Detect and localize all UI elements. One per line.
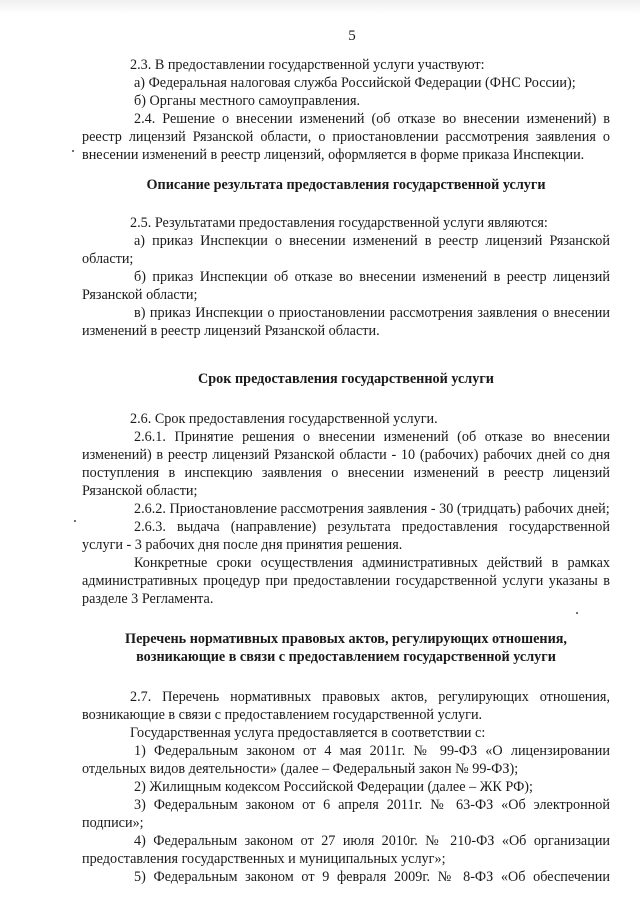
page-number: 5 xyxy=(348,28,356,44)
paragraph-2-5-c: в) приказ Инспекции о приостановлении рассмотрения заявления о внесении изменений в реестр лицензий Рязанской области. xyxy=(82,305,610,339)
section-2-3-2-4 xyxy=(82,56,610,164)
paragraph-2-6-3: 2.6.3. выдача (направление) результата предоставления государственной услуги - 3 рабочих дня после дня принятия решения. xyxy=(82,519,610,553)
paragraph-2-6: 2.6. Срок предоставления государственной услуги. xyxy=(130,411,438,427)
section-2-5 xyxy=(82,214,610,340)
list-item-law-210: 4) Федеральным законом от 27 июля 2010г. № 210-ФЗ «Об организации предоставления государственных и муниципальных услуг»; xyxy=(82,833,610,867)
scan-speck xyxy=(576,612,578,614)
paragraph-2-5-b: б) приказ Инспекции об отказе во внесении изменений в реестр лицензий Рязанской области; xyxy=(82,269,610,303)
heading-service-term: Срок предоставления государственной услуги xyxy=(198,371,494,387)
list-item-law-63: 3) Федеральным законом от 6 апреля 2011г. № 63-ФЗ «Об электронной подписи»; xyxy=(82,797,610,831)
paragraph-2-6-2: 2.6.2. Приостановление рассмотрения заявления - 30 (тридцать) рабочих дней; xyxy=(134,501,610,517)
heading-normative-acts-line2: возникающие в связи с предоставлением государственной услуги xyxy=(136,649,556,665)
heading-normative-acts-line1: Перечень нормативных правовых актов, регулирующих отношения, xyxy=(125,631,567,647)
list-item-law-8: 5) Федеральным законом от 9 февраля 2009г. № 8-ФЗ «Об обеспечении xyxy=(134,869,610,885)
heading-result-description: Описание результата предоставления государственной услуги xyxy=(146,177,546,193)
paragraph-service-basis: Государственная услуга предоставляется в соответствии с: xyxy=(130,725,486,741)
list-item-law-99: 1) Федеральным законом от 4 мая 2011г. № 99-ФЗ «О лицензировании отдельных видов деятельности» (далее – Федеральный закон № 99-ФЗ); xyxy=(82,743,610,777)
paragraph-2-5-a: а) приказ Инспекции о внесении изменений в реестр лицензий Рязанской области; xyxy=(82,233,610,267)
paragraph-2-7: 2.7. Перечень нормативных правовых актов, регулирующих отношения, возникающие в связи с предоставлением государственной услуги. xyxy=(82,689,610,723)
paragraph-2-6-1: 2.6.1. Принятие решения о внесении изменений (об отказе во внесении изменений) в реестр лицензий Рязанской области - 10 (рабочих) рабочих дней со дня поступления в инспекцию заявления о внесении изменений в реестр лицензий Рязанской области; xyxy=(82,429,610,499)
section-2-6 xyxy=(82,410,610,608)
paragraph-2-5: 2.5. Результатами предоставления государственной услуги являются: xyxy=(130,215,548,231)
scan-speck xyxy=(74,520,76,522)
heading-normative-acts xyxy=(82,630,610,666)
paragraph-2-3: 2.3. В предоставлении государственной услуги участвуют: xyxy=(130,57,485,73)
scan-speck xyxy=(72,150,74,152)
section-2-7 xyxy=(82,688,610,886)
paragraph-2-4: 2.4. Решение о внесении изменений (об отказе во внесении изменений) в реестр лицензий Рязанской области, о приостановлении рассмотрения заявления о внесении изменений в реестр лицензий, оформляется в форме приказа Инспекции. xyxy=(82,111,610,163)
list-item-housing-code: 2) Жилищным кодексом Российской Федерации (далее – ЖК РФ); xyxy=(134,779,533,795)
paragraph-2-3-b: б) Органы местного самоуправления. xyxy=(134,93,361,109)
paragraph-2-3-a: а) Федеральная налоговая служба Российской Федерации (ФНС России); xyxy=(134,75,576,91)
paragraph-specific-terms: Конкретные сроки осуществления административных действий в рамках административных процедур при предоставлении государственной услуги указаны в разделе 3 Регламента. xyxy=(82,555,610,607)
